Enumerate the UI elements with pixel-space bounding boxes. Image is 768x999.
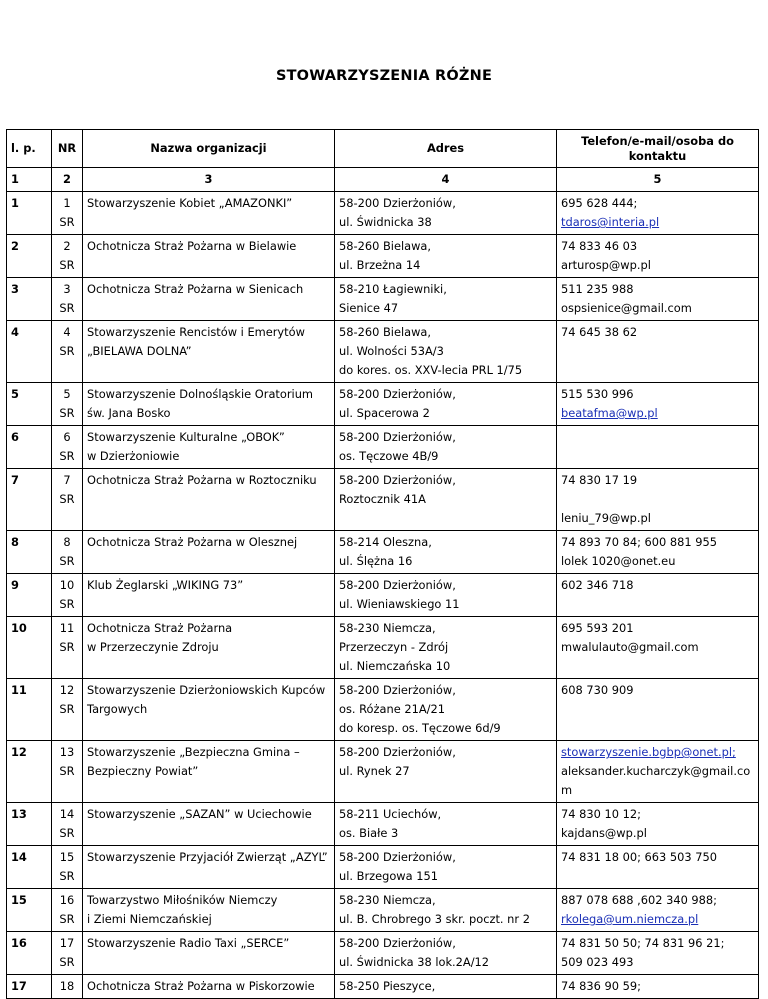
organization-address-line: 58-200 Dzierżoniów, [339,745,456,759]
organization-name [83,321,335,383]
organization-address-line: Przerzeczyn - Zdrój [339,640,449,654]
row-lp: 17 [7,975,52,999]
row-lp: 3 [7,278,52,321]
organization-contact [557,741,759,803]
organization-contact-line [561,490,754,509]
row-nr-line: 7 [63,473,71,487]
organization-contact-line: 887 078 688 ,602 340 988; [561,893,718,907]
row-nr [52,932,83,975]
organization-contact-line: 74 645 38 62 [561,325,638,339]
organization-name-line: Ochotnicza Straż Pożarna w Roztoczniku [87,473,317,487]
organization-contact-line: lolek 1020@onet.eu [561,554,676,568]
organization-address-line: ul. Niemczańska 10 [339,659,451,673]
row-nr-line: 2 [63,239,71,253]
column-number: 1 [7,168,52,192]
row-nr [52,235,83,278]
row-lp: 8 [7,531,52,574]
organization-contact [557,235,759,278]
row-nr [52,531,83,574]
organization-contact-line: arturosp@wp.pl [561,258,651,272]
row-nr-line: 6 [63,430,71,444]
organization-name [83,574,335,617]
organization-address-line: ul. Wolności 53A/3 [339,344,444,358]
organization-contact [557,574,759,617]
organization-address-line: 58-210 Łagiewniki, [339,282,447,296]
row-nr-line: 10 [59,578,75,592]
organization-address [335,803,557,846]
organization-address [335,235,557,278]
table-row [7,469,759,531]
row-nr-line: SR [59,406,75,420]
organization-address-line: 58-200 Dzierżoniów, [339,387,456,401]
organization-address-line: 58-200 Dzierżoniów, [339,578,456,592]
row-nr-line: 3 [63,282,71,296]
row-lp: 14 [7,846,52,889]
organization-name-line: Ochotnicza Straż Pożarna [87,621,233,635]
organization-name [83,741,335,803]
row-nr-line: SR [59,955,75,969]
organization-name-line: Stowarzyszenie Przyjaciół Zwierząt „AZYL” [87,850,328,864]
organization-contact [557,321,759,383]
row-lp: 9 [7,574,52,617]
organization-name [83,235,335,278]
organization-contact-line: m [561,783,573,797]
email-link[interactable]: rkolega@um.niemcza.pl [561,912,699,926]
organization-name-line: Targowych [87,702,148,716]
organization-name-line: Klub Żeglarski „WIKING 73” [87,578,244,592]
table-row [7,679,759,741]
organization-address-line: ul. Świdnicka 38 [339,215,432,229]
page-title: STOWARZYSZENIA RÓŻNE [275,68,493,84]
organization-address-line: os. Białe 3 [339,826,399,840]
organization-address-line: 58-230 Niemcza, [339,621,436,635]
organization-address-line: Sienice 47 [339,301,399,315]
row-nr [52,617,83,679]
organization-contact [557,846,759,889]
organization-name [83,531,335,574]
row-nr [52,321,83,383]
organization-address-line: os. Tęczowe 4B/9 [339,449,439,463]
row-nr [52,426,83,469]
table-row [7,321,759,383]
row-lp: 15 [7,889,52,932]
table-row [7,889,759,932]
email-link[interactable]: stowarzyszenie.bgbp@onet.pl; [561,745,736,759]
row-nr-line: SR [59,215,75,229]
organization-contact-line: 509 023 493 [561,955,634,969]
row-nr-line: 12 [59,683,75,697]
organization-contact [557,617,759,679]
organization-name [83,383,335,426]
organization-name-line: Stowarzyszenie Radio Taxi „SERCE” [87,936,290,950]
header-lp: l. p. [7,130,52,168]
organization-name [83,889,335,932]
row-lp: 11 [7,679,52,741]
email-link[interactable]: beatafma@wp.pl [561,406,658,420]
organization-name-line: św. Jana Bosko [87,406,171,420]
table-row [7,531,759,574]
row-nr [52,803,83,846]
organization-address-line: ul. B. Chrobrego 3 skr. poczt. nr 2 [339,912,530,926]
organization-address-line: 58-250 Pieszyce, [339,979,436,993]
organization-address-line: 58-200 Dzierżoniów, [339,936,456,950]
organization-name-line: Ochotnicza Straż Pożarna w Bielawie [87,239,297,253]
organization-name-line: Stowarzyszenie Kulturalne „OBOK” [87,430,285,444]
organization-name-line: Ochotnicza Straż Pożarna w Piskorzowie [87,979,315,993]
row-nr-line: SR [59,640,75,654]
organization-contact-line: 695 593 201 [561,621,634,635]
organization-address-line: 58-230 Niemcza, [339,893,436,907]
organization-address [335,383,557,426]
table-row [7,932,759,975]
table-row [7,426,759,469]
row-lp: 7 [7,469,52,531]
organization-address [335,321,557,383]
organization-name-line: Stowarzyszenie Rencistów i Emerytów [87,325,305,339]
row-nr-line: SR [59,869,75,883]
organization-address-line: ul. Brzeżna 14 [339,258,421,272]
organization-name [83,679,335,741]
organization-name [83,426,335,469]
organization-contact-line: ospsienice@gmail.com [561,301,692,315]
row-nr [52,889,83,932]
row-nr-line: SR [59,301,75,315]
organization-contact [557,469,759,531]
organization-address [335,846,557,889]
header-address: Adres [335,130,557,168]
row-lp: 10 [7,617,52,679]
organization-contact [557,278,759,321]
organization-contact [557,932,759,975]
organization-address-line: 58-260 Bielawa, [339,325,432,339]
row-lp: 1 [7,192,52,235]
row-nr [52,846,83,889]
organization-name [83,192,335,235]
organization-contact-line: mwalulauto@gmail.com [561,640,699,654]
organization-name-line: Ochotnicza Straż Pożarna w Sienicach [87,282,304,296]
row-nr [52,741,83,803]
organization-contact [557,679,759,741]
organization-contact [557,975,759,999]
row-nr-line: 8 [63,535,71,549]
organization-address [335,889,557,932]
row-nr-line: SR [59,492,75,506]
row-nr-line: 5 [63,387,71,401]
organization-name-line: i Ziemi Niemczańskiej [87,912,212,926]
organization-contact [557,889,759,932]
table-row [7,192,759,235]
row-nr-line: 14 [59,807,75,821]
organization-address-line: do koresp. os. Tęczowe 6d/9 [339,721,501,735]
row-nr [52,469,83,531]
organization-name-line: Stowarzyszenie Kobiet „AMAZONKI” [87,196,293,210]
organization-name [83,278,335,321]
organization-name-line: Ochotnicza Straż Pożarna w Olesznej [87,535,298,549]
organization-address [335,617,557,679]
organization-name [83,932,335,975]
organization-address [335,531,557,574]
organization-contact-line: aleksander.kucharczyk@gmail.co [561,764,751,778]
organization-name-line: Stowarzyszenie „Bezpieczna Gmina – [87,745,300,759]
row-nr-line: 16 [59,893,75,907]
organization-name-line: Stowarzyszenie Dolnośląskie Oratorium [87,387,314,401]
organization-address-line: ul. Spacerowa 2 [339,406,430,420]
table-row [7,574,759,617]
organization-contact [557,426,759,469]
organization-name [83,803,335,846]
organization-address-line: ul. Rynek 27 [339,764,410,778]
row-lp: 6 [7,426,52,469]
row-nr-line: SR [59,344,75,358]
organization-contact [557,383,759,426]
organization-contact-line: leniu_79@wp.pl [561,511,651,525]
organization-name-line: Stowarzyszenie Dzierżoniowskich Kupców [87,683,326,697]
table-row [7,278,759,321]
row-nr-line: 17 [59,936,75,950]
row-nr [52,192,83,235]
organization-contact-line: 74 833 46 03 [561,239,638,253]
organization-address-line: ul. Wieniawskiego 11 [339,597,460,611]
row-nr-line: 1 [63,196,71,210]
organization-address [335,192,557,235]
organization-name-line: Towarzystwo Miłośników Niemczy [87,893,278,907]
row-lp: 5 [7,383,52,426]
organization-contact-line: 74 893 70 84; 600 881 955 [561,535,718,549]
organization-address [335,932,557,975]
row-nr [52,574,83,617]
organization-contact [557,803,759,846]
table-row [7,235,759,278]
organization-name-line: w Dzierżoniowie [87,449,180,463]
row-nr-line: SR [59,912,75,926]
organization-name-line: Bezpieczny Powiat” [87,764,199,778]
table-row [7,803,759,846]
row-nr-line: 4 [63,325,71,339]
organization-address-line: 58-200 Dzierżoniów, [339,850,456,864]
organization-address-line: ul. Ślężna 16 [339,554,413,568]
table-body [7,192,759,999]
header-name: Nazwa organizacji [83,130,335,168]
organization-contact-line: 602 346 718 [561,578,634,592]
table-row [7,617,759,679]
row-lp: 16 [7,932,52,975]
table-row [7,741,759,803]
row-nr-line: SR [59,258,75,272]
organization-address-line: os. Różane 21A/21 [339,702,445,716]
organization-contact-line: 608 730 909 [561,683,634,697]
row-nr [52,278,83,321]
row-nr-line: 11 [59,621,75,635]
header-nr: NR [52,130,83,168]
email-link[interactable]: tdaros@interia.pl [561,215,660,229]
organizations-table [6,129,759,999]
organization-address-line: do kores. os. XXV-lecia PRL 1/75 [339,363,523,377]
organization-address [335,574,557,617]
header-contact: Telefon/e-mail/osoba do kontaktu [557,130,759,168]
row-nr-line: 18 [59,979,75,993]
row-nr [52,383,83,426]
organization-address-line: 58-214 Oleszna, [339,535,432,549]
organization-contact [557,192,759,235]
organization-contact-line: 515 530 996 [561,387,634,401]
row-lp: 2 [7,235,52,278]
row-lp: 12 [7,741,52,803]
organization-name [83,975,335,999]
organization-address [335,278,557,321]
column-number: 3 [83,168,335,192]
column-numbers-row [7,168,759,192]
column-number: 5 [557,168,759,192]
row-nr [52,679,83,741]
organization-name [83,469,335,531]
organization-contact-line: 695 628 444; [561,196,638,210]
organization-contact-line: 74 831 50 50; 74 831 96 21; [561,936,725,950]
organization-address [335,679,557,741]
organization-contact-line: 74 830 17 19 [561,473,638,487]
row-nr-line: SR [59,597,75,611]
organization-contact-line: 511 235 988 [561,282,634,296]
organization-name [83,846,335,889]
row-lp: 13 [7,803,52,846]
organization-address-line: ul. Brzegowa 151 [339,869,438,883]
row-nr-line: SR [59,554,75,568]
organization-name-line: w Przerzeczynie Zdroju [87,640,219,654]
organization-address-line: 58-211 Uciechów, [339,807,442,821]
organization-address-line: 58-200 Dzierżoniów, [339,430,456,444]
organization-contact-line: 74 836 90 59; [561,979,641,993]
organization-contact-line: 74 831 18 00; 663 503 750 [561,850,718,864]
organization-address [335,975,557,999]
column-number: 4 [335,168,557,192]
organization-contact-line: kajdans@wp.pl [561,826,647,840]
organization-address-line: ul. Świdnicka 38 lok.2A/12 [339,955,490,969]
organization-address [335,741,557,803]
organization-contact [557,531,759,574]
table-row [7,846,759,889]
table-row [7,975,759,999]
organization-name-line: Stowarzyszenie „SAZAN” w Uciechowie [87,807,312,821]
row-nr-line: 13 [59,745,75,759]
row-nr-line: SR [59,764,75,778]
row-nr [52,975,83,999]
row-nr-line: SR [59,826,75,840]
row-nr-line: 15 [59,850,75,864]
column-number: 2 [52,168,83,192]
table-header-row [7,130,759,168]
organization-address [335,426,557,469]
organization-name [83,617,335,679]
row-nr-line: SR [59,449,75,463]
organization-address [335,469,557,531]
organization-contact-line: 74 830 10 12; [561,807,641,821]
organization-address-line: 58-200 Dzierżoniów, [339,196,456,210]
organization-address-line: 58-260 Bielawa, [339,239,432,253]
organization-address-line: Roztocznik 41A [339,492,426,506]
table-row [7,383,759,426]
row-lp: 4 [7,321,52,383]
organization-address-line: 58-200 Dzierżoniów, [339,473,456,487]
organization-address-line: 58-200 Dzierżoniów, [339,683,456,697]
row-nr-line: SR [59,702,75,716]
organization-name-line: „BIELAWA DOLNA” [87,344,192,358]
